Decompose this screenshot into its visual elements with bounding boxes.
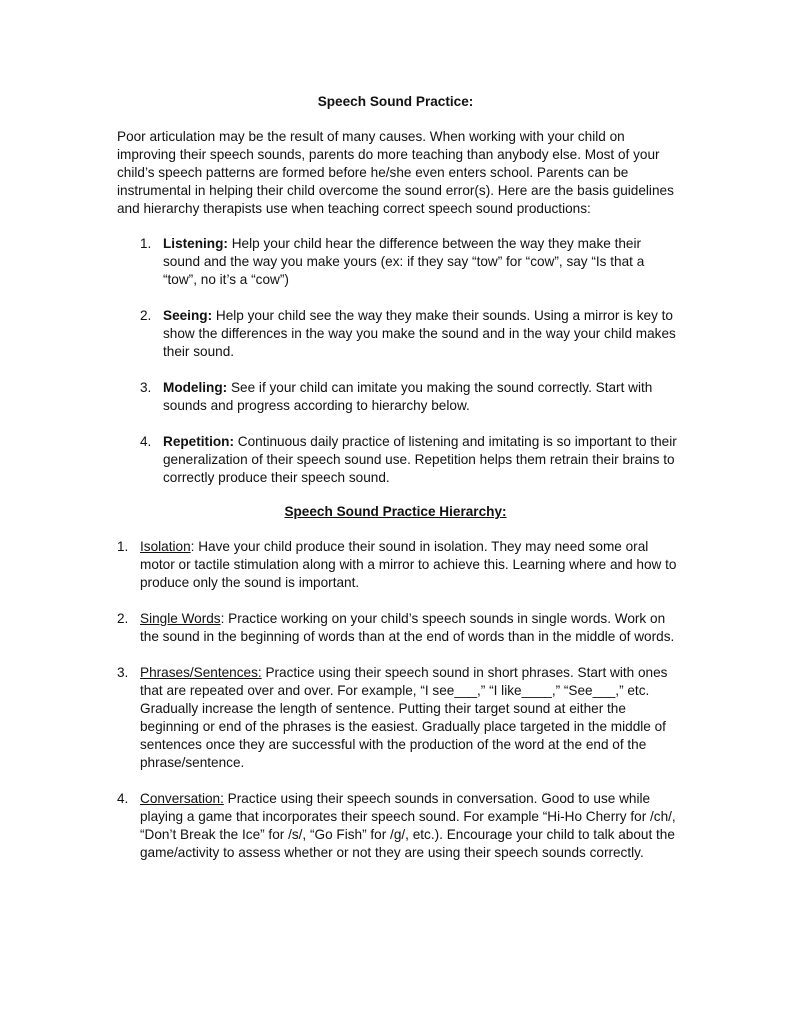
- hierarchy-item-phrases-sentences: [117, 664, 680, 772]
- list-number: 3.: [117, 665, 129, 680]
- list-number: 4.: [140, 434, 152, 449]
- guideline-text: Continuous daily practice of listening and imitating is so important to their generalization of their speech sound use. Repetition helps them retrain their brains to correctly produce their speech sound.: [163, 434, 677, 485]
- list-number: 4.: [117, 791, 129, 806]
- intro-paragraph: Poor articulation may be the result of many causes. When working with your child on improving their speech sounds, parents do more teaching than anybody else. Most of your child’s speech patterns are formed before he/she even enters school. Parents can be instrumental in helping their child overcome the sound error(s). Here are the basis guidelines and hierarchy therapists use when teaching correct speech sound productions:: [117, 129, 674, 216]
- hierarchy-term: Isolation: [140, 539, 191, 554]
- guideline-text: See if your child can imitate you making the sound correctly. Start with sounds and progress according to hierarchy below.: [163, 380, 653, 413]
- guideline-term: Listening:: [163, 236, 228, 251]
- list-number: 1.: [140, 236, 152, 251]
- hierarchy-term: Phrases/Sentences:: [140, 665, 262, 680]
- guideline-term: Seeing:: [163, 308, 213, 323]
- guidelines-list: [140, 235, 680, 505]
- page-title: Speech Sound Practice:: [317, 94, 474, 109]
- hierarchy-item-single-words: [117, 610, 680, 646]
- guideline-item-seeing: [140, 307, 680, 361]
- hierarchy-heading: Speech Sound Practice Hierarchy:: [284, 504, 507, 519]
- hierarchy-item-conversation: [117, 790, 680, 862]
- list-number: 3.: [140, 380, 152, 395]
- guideline-item-modeling: [140, 379, 680, 415]
- hierarchy-text: Practice using their speech sound in short phrases. Start with ones that are repeated over and over. For example, “I see___,” “I like____,” “See___,” etc. Gradually increase the length of sentence. Putting their target sound at either the beginning or end of the phrases is the easiest. Gradually place targeted in the middle of sentences once they are successful with the production of the word at the end of the phrase/sentence.: [140, 665, 668, 770]
- hierarchy-list: [117, 538, 680, 880]
- guideline-text: Help your child hear the difference between the way they make their sound and the way you make yours (ex: if they say “tow” for “cow”, say “Is that a “tow”, no it’s a “cow”): [163, 236, 645, 287]
- hierarchy-text: Practice using their speech sounds in conversation. Good to use while playing a game that incorporates their speech sound. For example “Hi-Ho Cherry for /ch/, “Don’t Break the Ice” for /s/, “Go Fish” for /g/, etc.). Encourage your child to talk about the game/activity to assess whether or not they are using their speech sounds correctly.: [140, 791, 676, 860]
- list-number: 2.: [140, 308, 152, 323]
- hierarchy-term: Conversation:: [140, 791, 224, 806]
- guideline-term: Modeling:: [163, 380, 228, 395]
- hierarchy-text: : Practice working on your child’s speech sounds in single words. Work on the sound in the beginning of words than at the end of words than in the middle of words.: [140, 611, 675, 644]
- list-number: 1.: [117, 539, 129, 554]
- hierarchy-item-isolation: [117, 538, 680, 592]
- hierarchy-text: : Have your child produce their sound in isolation. They may need some oral motor or tactile stimulation along with a mirror to achieve this. Learning where and how to produce only the sound is important.: [140, 539, 677, 590]
- list-number: 2.: [117, 611, 129, 626]
- guideline-text: Help your child see the way they make their sounds. Using a mirror is key to show the differences in the way you make the sound and in the way your child makes their sound.: [163, 308, 676, 359]
- guideline-term: Repetition:: [163, 434, 234, 449]
- hierarchy-term: Single Words: [140, 611, 221, 626]
- guideline-item-listening: [140, 235, 680, 289]
- guideline-item-repetition: [140, 433, 680, 487]
